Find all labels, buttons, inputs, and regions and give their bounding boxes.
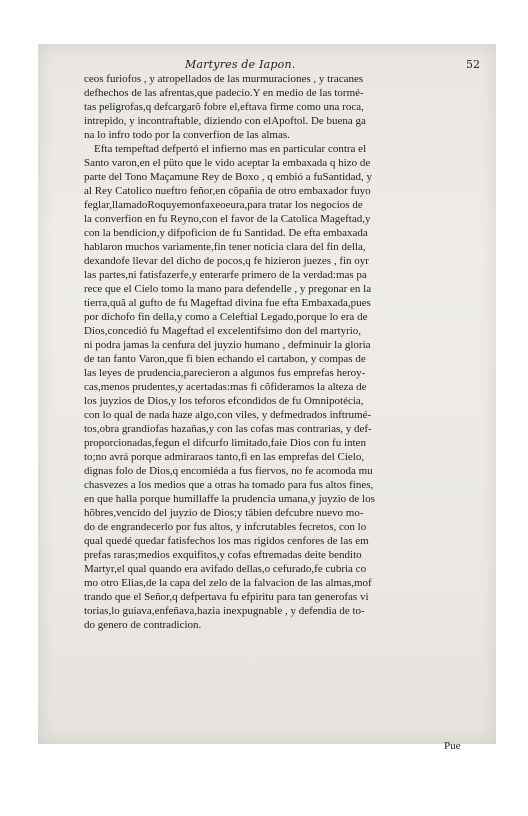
catchword: Pue (444, 740, 461, 752)
text-line: Santo varon,en el püto que le vido aceptar la embaxada q hizo de (84, 157, 371, 169)
text-line: al Rey Catolico nueftro feñor,en cõpañia de otro embaxador fuyo (84, 185, 371, 197)
text-line: cas,menos prudentes,y acertadas:mas fi cõfideramos la alteza de (84, 381, 367, 393)
text-line: Dios,concedió fu Mageftad el excelentifsimo don del martyrio, (84, 325, 362, 337)
text-line: las leyes de prudencia,parecieron a algunos fus emprefas heroy- (84, 367, 366, 379)
text-line: de tan fanto Varon,que fi bien echando el cartabon, y compas de (84, 353, 366, 365)
text-line: tierra,quã al gufto de fu Mageftad divina fue efta Embaxada,pues (84, 297, 371, 309)
text-line: por dichofo fin della,y como a Celeftial Legado,porque lo era de (84, 311, 368, 323)
text-line: na lo infro todo por la converfion de las almas. (84, 129, 290, 141)
text-line: intrepido, y incontraftable, diziendo con elApoftol. De buena ga (84, 115, 366, 127)
text-line: chasvezes a los medios que a otras ha tomado para fus altos fines, (84, 479, 374, 491)
running-title: Martyres de Iapon. (185, 58, 296, 71)
text-line: Efta tempeftad defpertó el infierno mas en particular contra el (94, 143, 367, 155)
text-line: rece que el Cielo tomo la mano para defendelle , y pregonar en la (84, 283, 372, 295)
text-line: qual quedé quedar fatisfechos los mas rigidos cenfores de las em (84, 535, 369, 547)
text-line: hõbres,vencido del juyzio de Dios;y tãbien defcubre nuevo mo- (84, 507, 364, 519)
text-line: dexandofe llevar del dicho de pocos,q fe hizieron juezes , fin oyr (84, 255, 369, 267)
text-line: los juyzios de Dios,y los teforos efcondidos de fu Omnipotécia, (84, 395, 364, 407)
text-line: la converfion en fu Reyno,con el favor de la Catolica Mageftad,y (84, 213, 371, 225)
text-line: do genero de contradicion. (84, 619, 202, 631)
text-line: hablaron muchos variamente,fin tener noticia clara del fin della, (84, 241, 366, 253)
text-line: parte del Tono Maçamune Rey de Boxo , q embió a fuSantidad, y (84, 171, 373, 183)
text-line: feglar,llamadoRoquyemonfaxeoeura,para tratar los negocios de (84, 199, 363, 211)
text-line: con la bendicion,y difpoficion de fu Santidad. De efta embaxada (84, 227, 368, 239)
text-line: tos,obra grandiofas hazañas,y con las cofas mas contrarias, y def- (84, 423, 372, 435)
text-line: dignas folo de Dios,q encomiéda a fus fiervos, no fe acomoda mu (84, 465, 373, 477)
text-line: ni podra jamas la cenfura del juyzio humano , defminuir la gloria (84, 339, 371, 351)
text-line: las partes,ni fatisfazerfe,y enterarfe primero de la verdad:mas pa (84, 269, 367, 281)
text-line: en que halla porque humillaffe la prudencia umana,y juyzio de los (84, 493, 375, 505)
text-line: ceos furiofos , y atropellados de las murmuraciones , y tracanes (84, 73, 364, 85)
text-line: mo otro Elias,de la capa del zelo de la falvacion de las almas,mof (84, 577, 372, 589)
text-line: tas peligrofas,q defcargarõ fobre el,eftava firme como una roca, (84, 101, 364, 113)
text-line: prefas raras;medios exquifitos,y cofas eftremadas deite bendito (84, 549, 362, 561)
body-text (84, 72, 480, 632)
text-line: torias,lo guiava,enfeñava,hazia inexpugnable , y defendia de to- (84, 605, 365, 617)
text-line: Martyr,el qual quando era avifado dellas,o cefurado,fe cubria co (84, 563, 367, 575)
text-line: do de engrandecerlo por fus altos, y infcrutables fecretos, con lo (84, 521, 367, 533)
text-line: proporcionadas,fegun el difcurfo limitado,faie Dios con fu inten (84, 437, 366, 449)
text-line: trando que el Señor,q defpertava fu efpiritu para tan generofas vi (84, 591, 369, 603)
page-number: 52 (466, 58, 480, 71)
text-line: defhechos de las afrentas,que padecio.Y en medio de las tormé- (84, 87, 364, 99)
running-head (0, 58, 528, 72)
text-line: to;no avrá porque admiraraos tanto,fi en las emprefas del Cielo, (84, 451, 365, 463)
text-line: con lo qual de nada haze algo,con viles, y defmedrados inftrumé- (84, 409, 372, 421)
